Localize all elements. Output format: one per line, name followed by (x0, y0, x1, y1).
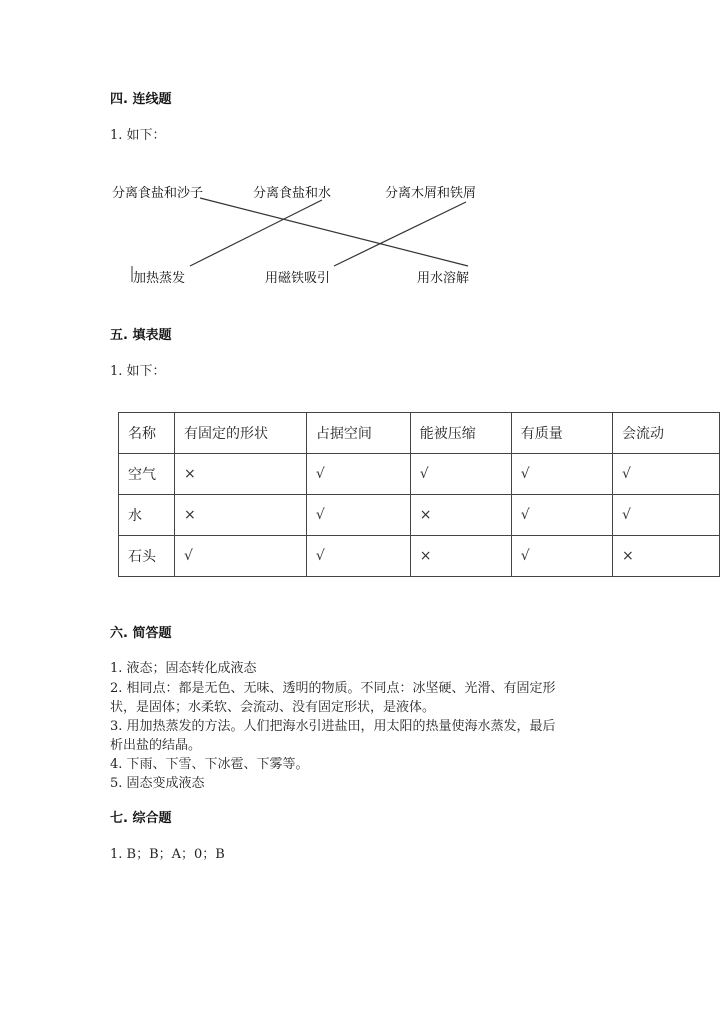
table-cell-mark: × (410, 495, 511, 536)
section-7-title: 七. 综合题 (110, 811, 172, 826)
table-cell-mark: √ (511, 495, 612, 536)
table-cell-mark: × (174, 454, 306, 495)
table-cell-mark: × (174, 495, 306, 536)
match-line-salt-sand-to-dissolve (200, 198, 468, 266)
table-cell-name: 水 (119, 495, 175, 536)
table-cell-mark: √ (410, 454, 511, 495)
table-header-row (119, 413, 720, 454)
answer-line: 析出盐的结晶。 (110, 738, 202, 753)
top-label-salt-sand: 分离食盐和沙子 (112, 186, 204, 201)
match-line-salt-water-to-evaporate (190, 200, 322, 266)
top-label-wood-iron: 分离木屑和铁屑 (385, 186, 477, 201)
section-4-title: 四. 连线题 (110, 92, 172, 107)
table-cell-mark: √ (306, 454, 410, 495)
bottom-label-evaporate: 加热蒸发 (133, 271, 186, 286)
bottom-label-magnet: 用磁铁吸引 (265, 271, 331, 286)
table-cell-name: 石头 (119, 536, 175, 577)
table-row (119, 495, 720, 536)
answer-line: 状，是固体；水柔软、会流动、没有固定形状，是液体。 (110, 700, 436, 715)
table-cell-mark: √ (306, 495, 410, 536)
answer-line: 4. 下雨、下雪、下冰雹、下雾等。 (110, 757, 309, 772)
table-cell-mark: √ (174, 536, 306, 577)
properties-table (118, 412, 720, 577)
section-5-title: 五. 填表题 (110, 328, 172, 343)
answer-line: 5. 固态变成液态 (110, 776, 205, 791)
answer-line: 2. 相同点：都是无色、无味、透明的物质。不同点：冰坚硬、光滑、有固定形 (110, 681, 556, 696)
match-line-wood-iron-to-magnet (334, 202, 466, 266)
table-row (119, 536, 720, 577)
table-row (119, 454, 720, 495)
section-6-title: 六. 简答题 (110, 626, 172, 641)
table-cell-mark: √ (511, 454, 612, 495)
table-header: 有固定的形状 (174, 413, 306, 454)
answer-line: 3. 用加热蒸发的方法。人们把海水引进盐田，用太阳的热量使海水蒸发，最后 (110, 719, 556, 734)
bottom-label-dissolve: 用水溶解 (417, 271, 470, 286)
table-header: 会流动 (613, 413, 720, 454)
table-cell-mark: × (613, 536, 720, 577)
section-7-question-1: 1. B；B；A；0；B (110, 847, 225, 862)
table-cell-mark: × (410, 536, 511, 577)
table-cell-mark: √ (306, 536, 410, 577)
table-header: 有质量 (511, 413, 612, 454)
section-4-question-1: 1. 如下： (110, 128, 166, 143)
table-cell-mark: √ (613, 454, 720, 495)
table-header: 占据空间 (306, 413, 410, 454)
table-cell-mark: √ (511, 536, 612, 577)
answer-line: 1. 液态；固态转化成液态 (110, 661, 257, 676)
section-5-question-1: 1. 如下： (110, 364, 166, 379)
table-cell-name: 空气 (119, 454, 175, 495)
table-cell-mark: √ (613, 495, 720, 536)
top-label-salt-water: 分离食盐和水 (253, 186, 332, 201)
table-header: 能被压缩 (410, 413, 511, 454)
table-header: 名称 (119, 413, 175, 454)
